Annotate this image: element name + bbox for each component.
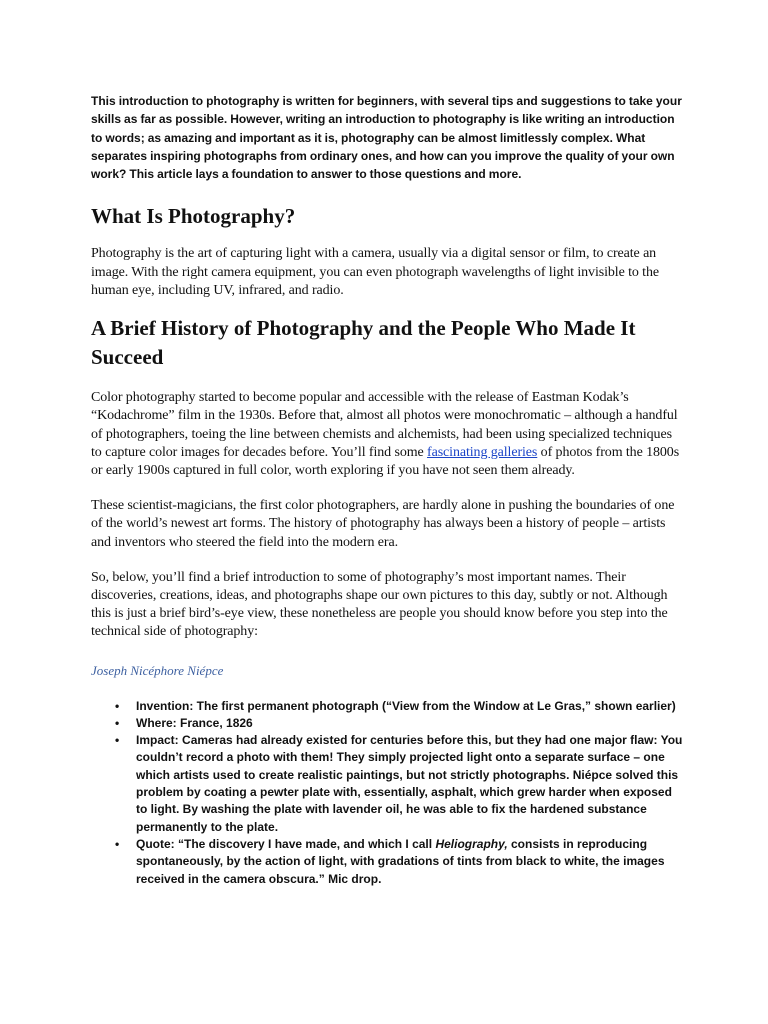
- important-names-paragraph: So, below, you’ll find a brief introduction to some of photography’s most important names. Their discoveries, creations, ideas, and photographs shape our own pictures to this day, subtly or not. Although this is just a brief bird’s-eye view, these nonetheless are people you should know before you step into the technical side of photography:: [91, 569, 668, 640]
- bullet-icon: •: [115, 836, 120, 851]
- quote-label: Quote:: [136, 836, 175, 851]
- color-photography-paragraph: [91, 389, 683, 480]
- color-photography-text-end: of photos from the 1800s or early 1900s captured in full color, worth exploring if you have not seen them already.: [91, 444, 680, 478]
- what-is-photography-heading: What Is Photography?: [91, 204, 296, 229]
- color-photography-text-start: Color photography started to become popular and accessible with the release of Eastman Kodak’s “Kodachrome” film in the 1930s. Before that, almost all photos were monochromatic – although a handful of photographers, toeing the line between chemists and alchemists, had been using specialized techniques to capture color images for decades before. You’ll find some: [91, 390, 678, 460]
- impact-label: Impact:: [136, 733, 179, 748]
- person-name-subheading: Joseph Nicéphore Niépce: [91, 662, 224, 678]
- bullet-icon: •: [115, 698, 120, 713]
- quote-text-start: “The discovery I have made, and which I call: [174, 836, 436, 851]
- list-item-impact: [91, 732, 683, 836]
- impact-text: Cameras had already existed for centuries before this, but they had one major flaw: You couldn’t record a photo with them! They simply projected light onto a separate surface – one which artists used to create realistic paintings, but not strictly photographs. Niépce solved this problem by coating a pewter plate with, essentially, asphalt, which grew harder when exposed to light. By washing the plate with lavender oil, he was able to fix the hardened substance permanently to the plate.: [136, 733, 683, 834]
- scientist-magicians-paragraph: These scientist-magicians, the first color photographers, are hardly alone in pushing the boundaries of one of the world’s newest art forms. The history of photography has always been a history of people – artists and inventors who steered the field into the modern era.: [91, 498, 675, 550]
- bullet-icon: •: [115, 733, 120, 748]
- document-page: [91, 92, 683, 888]
- where-text: France, 1826: [176, 715, 253, 730]
- where-label: Where:: [136, 715, 177, 730]
- quote-text-end: consists in reproducing spontaneously, by the action of light, with gradations of tints from black to white, the images received in the camera obscura.” Mic drop.: [136, 836, 665, 886]
- list-item-where: [91, 715, 683, 732]
- facts-list: [91, 698, 683, 888]
- invention-text: The first permanent photograph (“View from the Window at Le Gras,” shown earlier): [193, 698, 676, 713]
- list-item-quote: [91, 836, 683, 888]
- history-heading: A Brief History of Photography and the People Who Made It Succeed: [91, 316, 636, 370]
- heliography-term: Heliography,: [435, 836, 508, 851]
- what-is-photography-paragraph: Photography is the art of capturing light with a camera, usually via a digital sensor or film, to create an image. With the right camera equipment, you can even photograph wavelengths of light invisible to the human eye, including UV, infrared, and radio.: [91, 246, 659, 298]
- bullet-icon: •: [115, 715, 120, 730]
- intro-paragraph: This introduction to photography is written for beginners, with several tips and suggestions to take your skills as far as possible. However, writing an introduction to photography is like writing an introduction to words; as amazing and important as it is, photography can be almost limitlessly complex. What separates inspiring photographs from ordinary ones, and how can you improve the quality of your own work? This article lays a foundation to answer to those questions and more.: [91, 94, 682, 182]
- list-item-invention: [91, 698, 683, 715]
- fascinating-galleries-link[interactable]: fascinating galleries: [427, 444, 538, 460]
- invention-label: Invention:: [136, 698, 194, 713]
